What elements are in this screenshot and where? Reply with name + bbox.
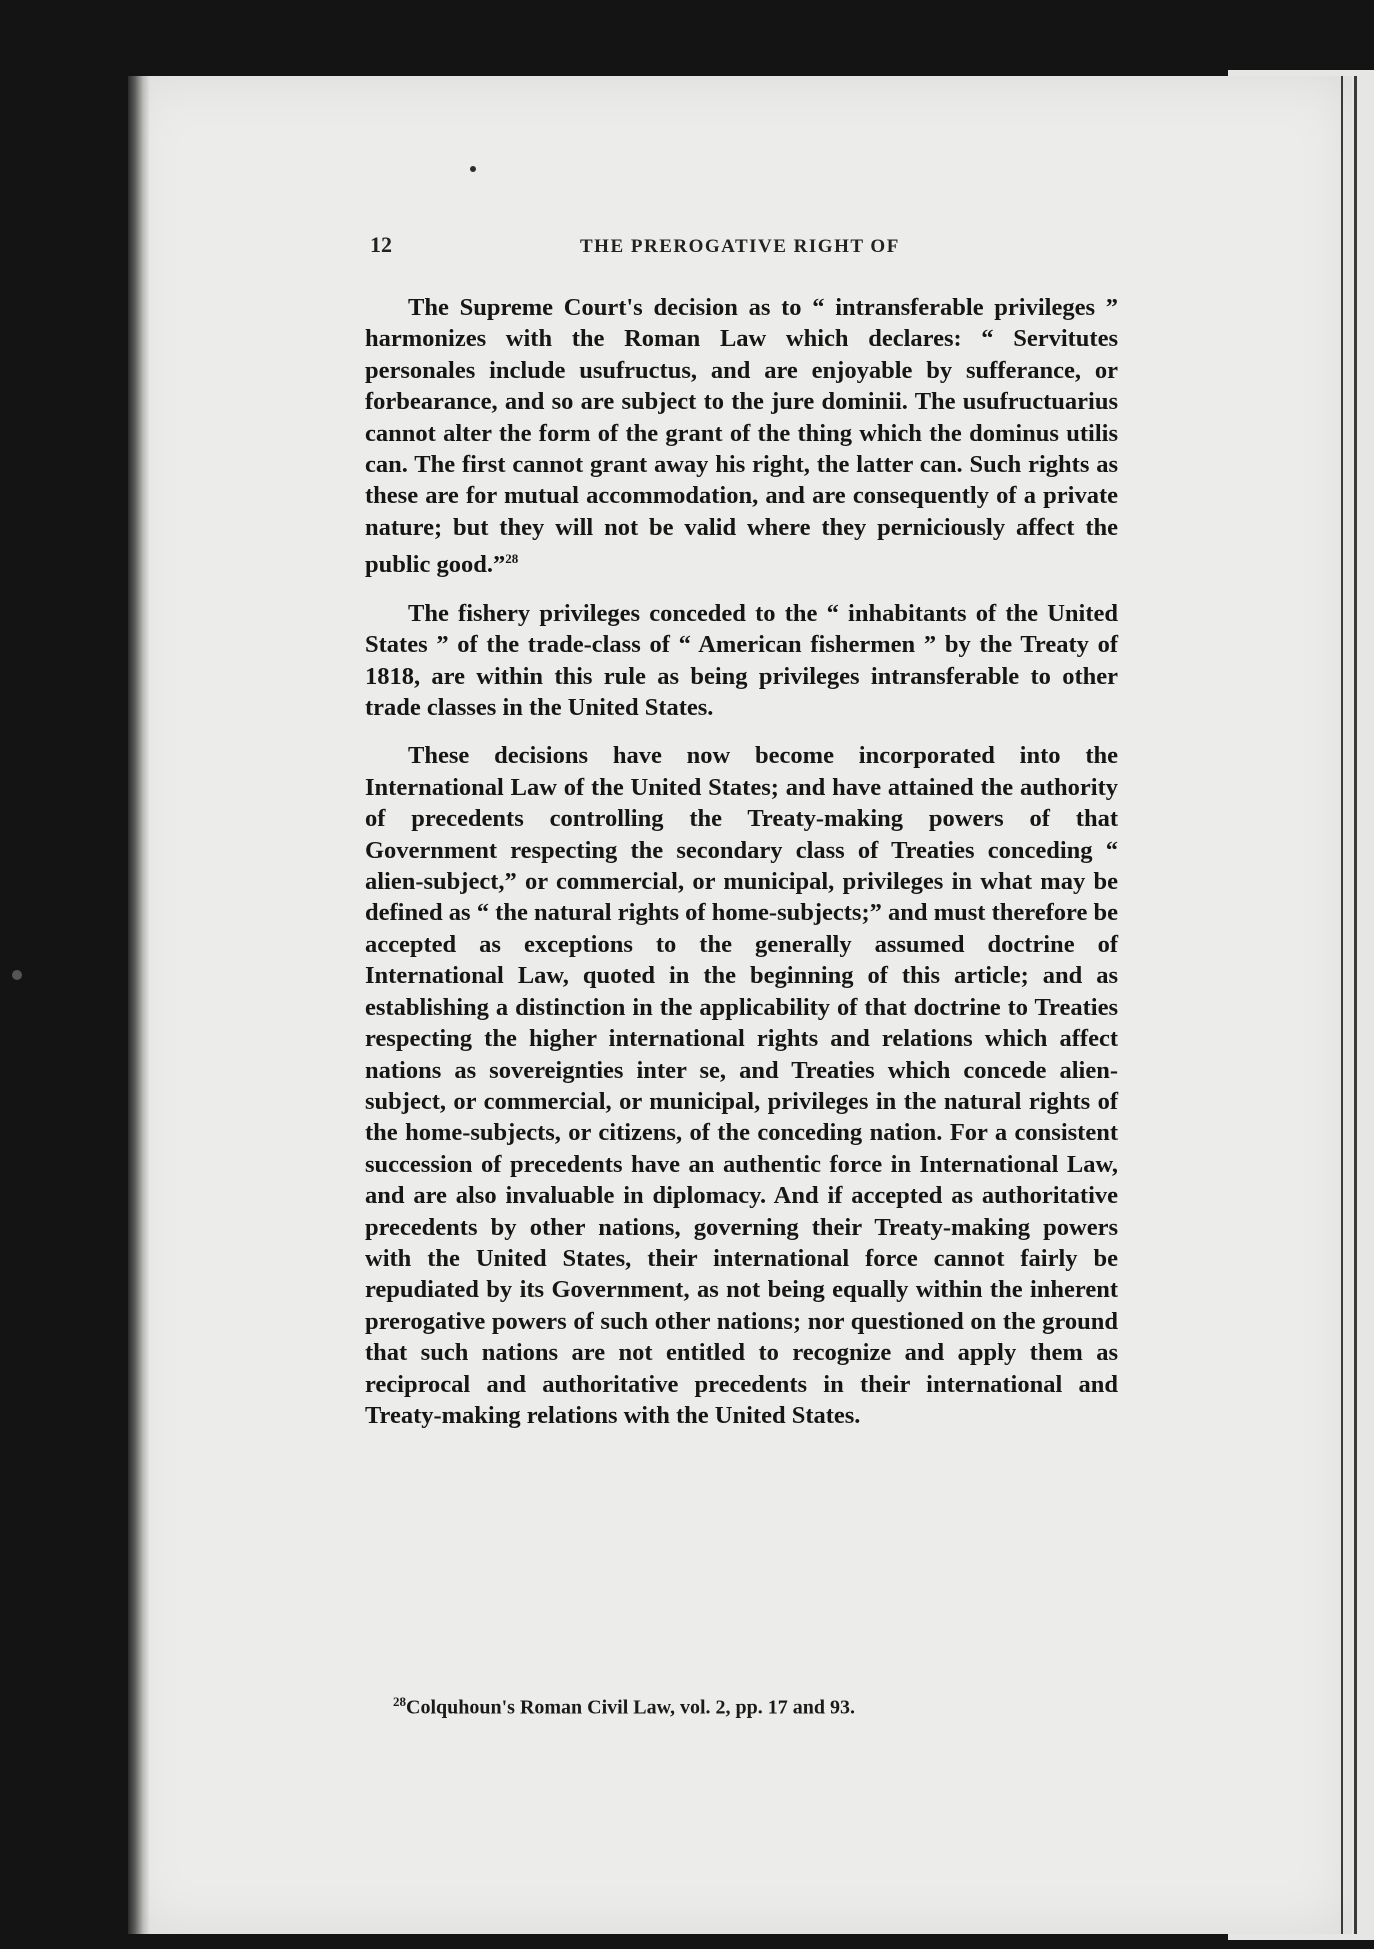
- paragraph-2: [365, 598, 1118, 724]
- footnote-text: Colquhoun's Roman Civil Law, vol. 2, pp. 17 and 93.: [406, 1696, 856, 1719]
- running-title: THE PREROGATIVE RIGHT OF: [580, 236, 900, 257]
- paragraph-3-text: These decisions have now become incorporated into the International Law of the United States; and have attained the authority of precedents controlling the Treaty-making powers of that Government respecting the secondary class of Treaties conceding “ alien-subject,” or commercial, or municipal, privileges in what may be defined as “ the natural rights of home-subjects;” and must therefore be accepted as exceptions to the generally assumed doctrine of International Law, quoted in the beginning of this article; and as establishing a distinction in the applicability of that doctrine to Treaties respecting the higher international rights and relations which affect nations as sovereignties inter se, and Treaties which concede alien-subject, or commercial, or municipal, privileges in the natural rights of the home-subjects, or citizens, of the conceding nation. For a consistent succession of precedents have an authentic force in International Law, and are also invaluable in diplomacy. And if accepted as authoritative precedents by other nations, governing their Treaty-making powers with the United States, their international force cannot fairly be repudiated by its Government, as not being equally within the inherent prerogative powers of such other nations; nor questioned on the ground that such nations are not entitled to recognize and apply them as reciprocal and authoritative precedents in their international and Treaty-making relations with the United States.: [365, 742, 1118, 1429]
- footnote-marker: 28: [393, 1694, 406, 1709]
- footnote: [393, 1694, 1093, 1720]
- page-edge-line: [1354, 76, 1357, 1934]
- dust-speck: [470, 166, 476, 172]
- page-edge-line: [1341, 76, 1343, 1934]
- main-text: [365, 292, 1118, 1448]
- paragraph-2-text: The fishery privileges conceded to the “ inhabitants of the United States ” of the trade-class of “ American fishermen ” by the Treaty of 1818, are within this rule as being privileges intransferable to other trade classes in the United States.: [365, 599, 1118, 722]
- paragraph-3: [365, 740, 1118, 1431]
- page-number: 12: [370, 232, 392, 257]
- paragraph-1: [365, 292, 1118, 581]
- dust-speck: [12, 970, 22, 980]
- paragraph-1-text: The Supreme Court's decision as to “ intransferable privileges ” harmonizes with the Roman Law which declares: “ Servitutes personales include usufructus, and are enjoyable by sufferance, or forbearance, and so are subject to the jure dominii. The usufructuarius cannot alter the form of the grant of the thing which the dominus utilis can. The first cannot grant away his right, the latter can. Such rights as these are for mutual accommodation, and are consequently of a private nature; but they will not be valid where they perniciously affect the public good.”: [365, 294, 1118, 579]
- footnote-reference: 28: [505, 551, 519, 567]
